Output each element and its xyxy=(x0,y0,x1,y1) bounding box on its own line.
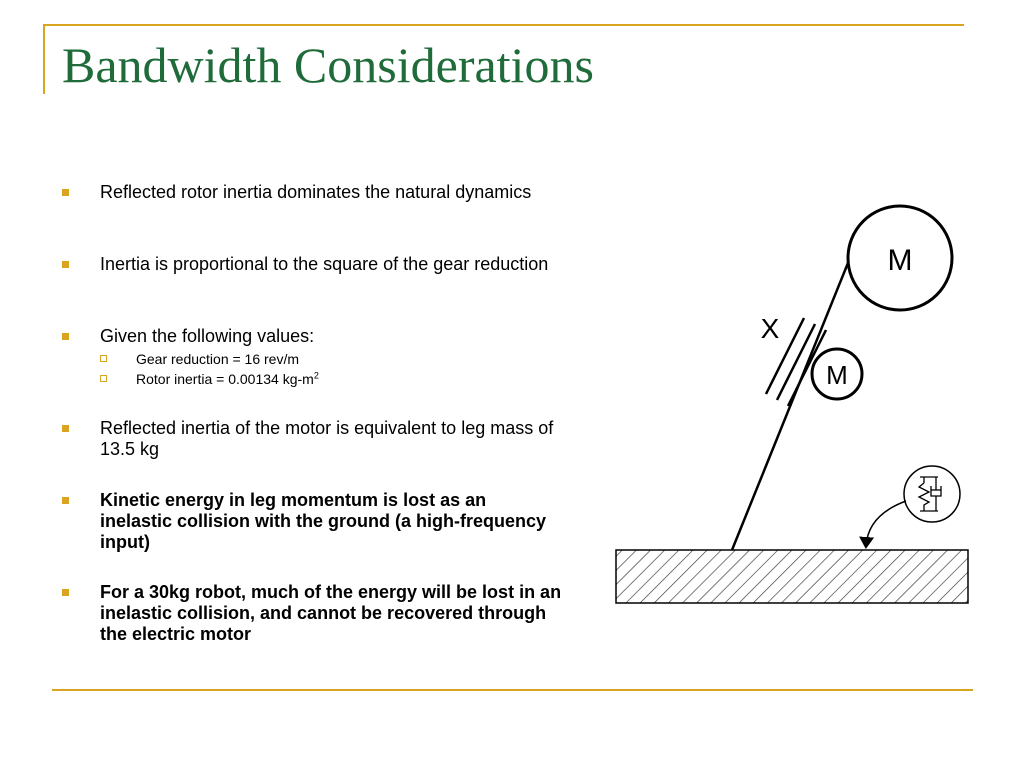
top-rule xyxy=(43,24,964,26)
bullet-text: Inertia is proportional to the square of the gear reduction xyxy=(100,254,549,274)
large-mass-label: M xyxy=(887,244,913,277)
bullet-item xyxy=(62,254,562,275)
square-bullet-icon xyxy=(62,589,69,596)
square-bullet-icon xyxy=(62,261,69,268)
bullet-item xyxy=(62,418,562,460)
bullet-item xyxy=(62,582,562,645)
square-bullet-icon xyxy=(62,189,69,196)
spring-damper-icon xyxy=(904,466,960,522)
gear-label: X xyxy=(760,313,780,344)
bullet-item xyxy=(62,182,562,203)
square-bullet-icon xyxy=(62,333,69,340)
bullet-item xyxy=(62,326,562,387)
bullet-item xyxy=(62,490,562,553)
hatched-ground xyxy=(616,550,968,603)
sub-bullet-text: Rotor inertia = 0.00134 $kg-m^2$ xyxy=(136,370,319,387)
hollow-square-bullet-icon xyxy=(100,375,107,382)
bullet-text: Given the following values: xyxy=(100,326,315,346)
slide-title: Bandwidth Considerations xyxy=(62,37,594,93)
square-bullet-icon xyxy=(62,497,69,504)
superscript: 2 xyxy=(313,370,319,381)
sub-bullet-text: Gear reduction = 16 rev/m xyxy=(136,351,300,367)
sub-bullet-item xyxy=(100,350,299,368)
hollow-square-bullet-icon xyxy=(100,355,107,362)
arrow-icon xyxy=(866,501,906,546)
leg-line xyxy=(732,253,852,550)
bottom-rule xyxy=(52,689,973,691)
square-bullet-icon xyxy=(62,425,69,432)
bullet-text: Reflected rotor inertia dominates the natural dynamics xyxy=(100,182,532,202)
bullet-text: Kinetic energy in leg momentum is lost as an inelastic collision with the ground (a high-frequency input) xyxy=(100,490,547,552)
left-rule xyxy=(43,24,45,94)
bullet-text: For a 30kg robot, much of the energy will be lost in an inelastic collision, and cannot be recovered through the electric motor xyxy=(100,582,562,644)
bullet-text: Reflected inertia of the motor is equivalent to leg mass of 13.5 kg xyxy=(100,418,554,459)
sub-bullet-item xyxy=(100,370,319,388)
small-mass-label: M xyxy=(826,360,848,390)
leg-collision-diagram xyxy=(600,190,980,620)
